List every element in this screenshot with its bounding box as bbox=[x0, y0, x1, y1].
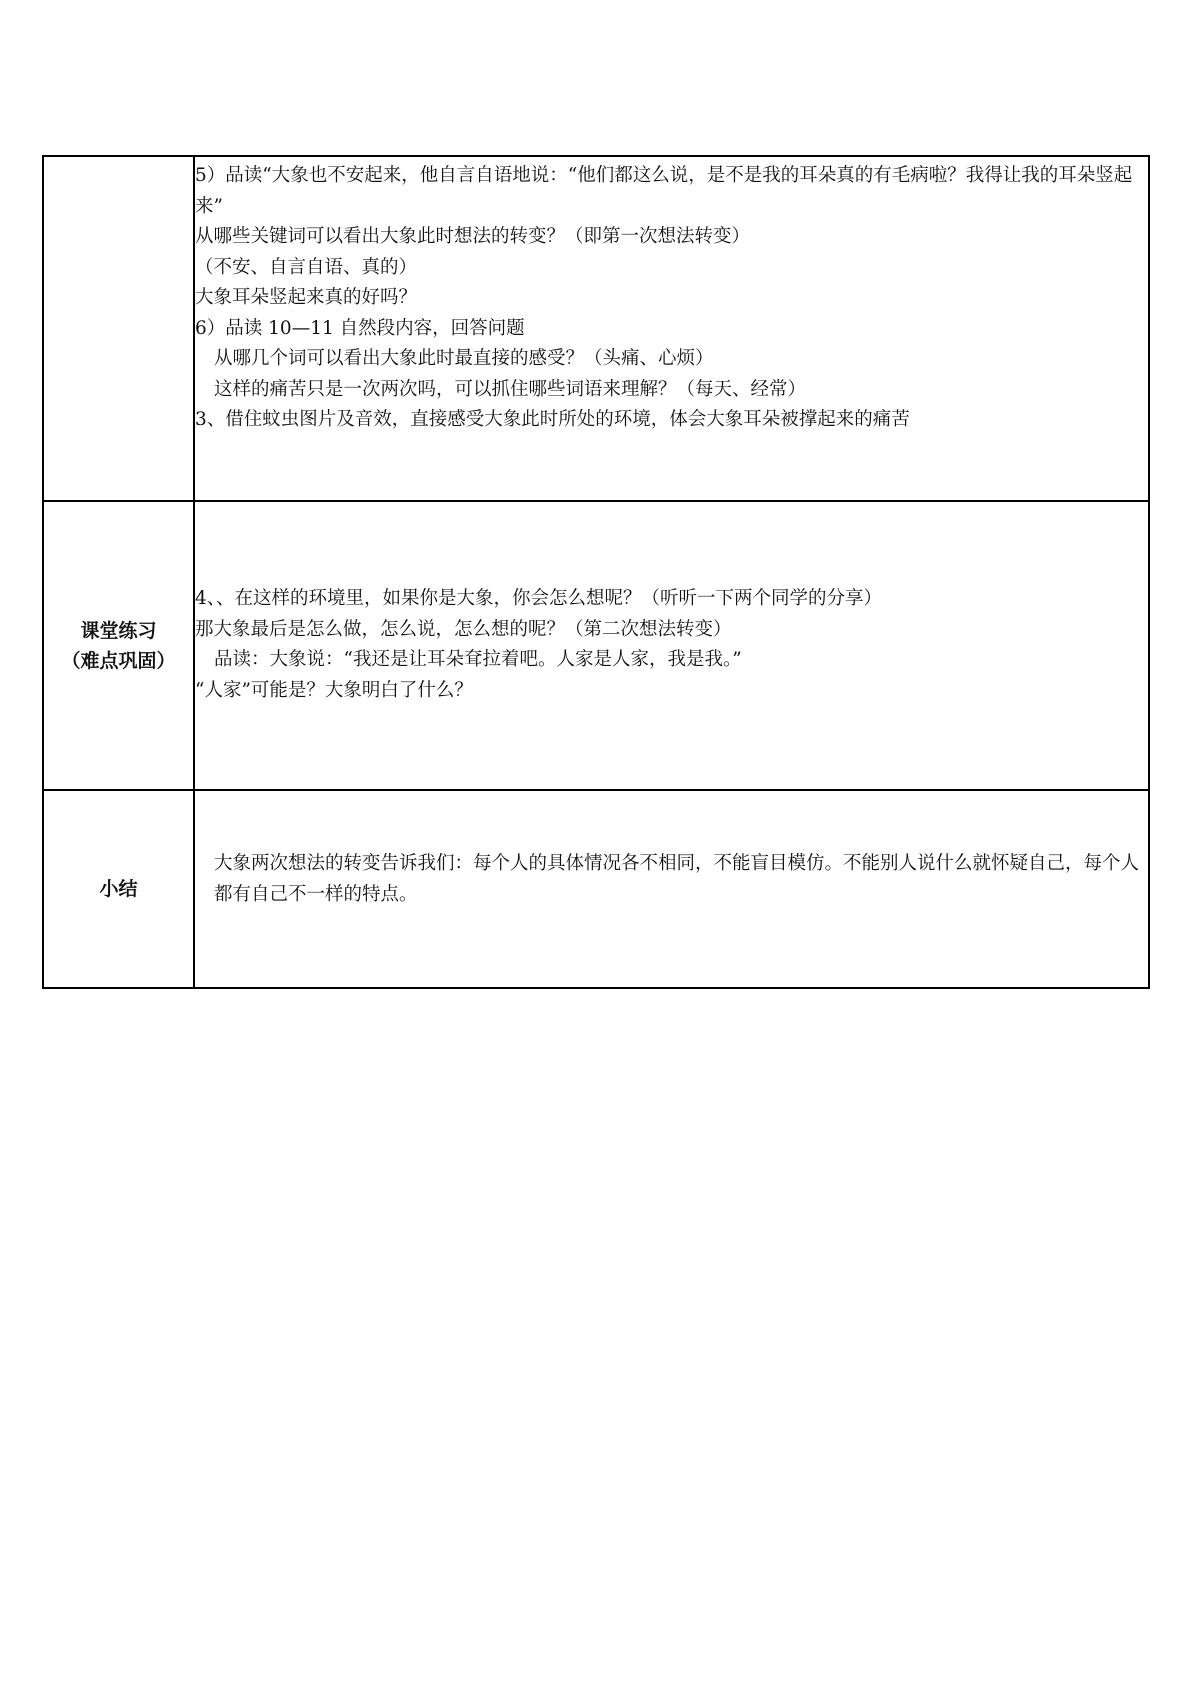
content-line: 从哪几个词可以看出大象此时最直接的感受？（头痛、心烦） bbox=[214, 348, 714, 369]
row-label-title: 小结 bbox=[99, 878, 138, 900]
content-line: 从哪些关键词可以看出大象此时想法的转变？（即第一次想法转变） bbox=[195, 226, 751, 247]
content-line: “人家”可能是？大象明白了什么？ bbox=[195, 679, 473, 701]
row-label-cell bbox=[43, 501, 194, 790]
row-label-cell bbox=[43, 790, 194, 988]
content-paragraph: 大象两次想法的转变告诉我们：每个人的具体情况各不相同，不能盲目模仿。不能别人说什么就怀疑自己，每个人都有自己不一样的特点。 bbox=[214, 853, 1140, 905]
content-line: 这样的痛苦只是一次两次吗，可以抓住哪些词语来理解？（每天、经常） bbox=[214, 378, 807, 400]
row-content-cell bbox=[194, 501, 1149, 790]
content-line: 大象耳朵竖起来真的好吗？ bbox=[195, 287, 418, 308]
row-content-cell bbox=[194, 790, 1149, 988]
content-line: 4、、在这样的环境里，如果你是大象，你会怎么想呢？（听听一下两个同学的分享） bbox=[195, 588, 883, 609]
content-line: 5）品读“大象也不安起来，他自言自语地说：“他们都这么说，是不是我的耳朵真的有毛病啦？我得让我的耳朵竖起来” bbox=[195, 165, 1133, 217]
content-line: （不安、自言自语、真的） bbox=[195, 256, 418, 278]
row-label-subtitle: （难点巩固） bbox=[61, 649, 176, 672]
content-line: 6）品读 10—11 自然段内容，回答问题 bbox=[195, 317, 525, 339]
table-row bbox=[43, 501, 1149, 790]
row-content-cell bbox=[194, 156, 1149, 501]
content-line: 那大象最后是怎么做，怎么说，怎么想的呢？（第二次想法转变） bbox=[195, 618, 732, 640]
content-line: 3、借住蚊虫图片及音效，直接感受大象此时所处的环境，体会大象耳朵被撑起来的痛苦 bbox=[195, 409, 910, 430]
table-row bbox=[43, 156, 1149, 501]
row-label-cell-empty bbox=[43, 156, 194, 501]
content-line: 品读：大象说：“我还是让耳朵耷拉着吧。人家是人家，我是我。” bbox=[214, 649, 742, 670]
table-row bbox=[43, 790, 1149, 988]
lesson-plan-table bbox=[42, 155, 1150, 989]
row-label-title: 课堂练习 bbox=[80, 619, 157, 642]
